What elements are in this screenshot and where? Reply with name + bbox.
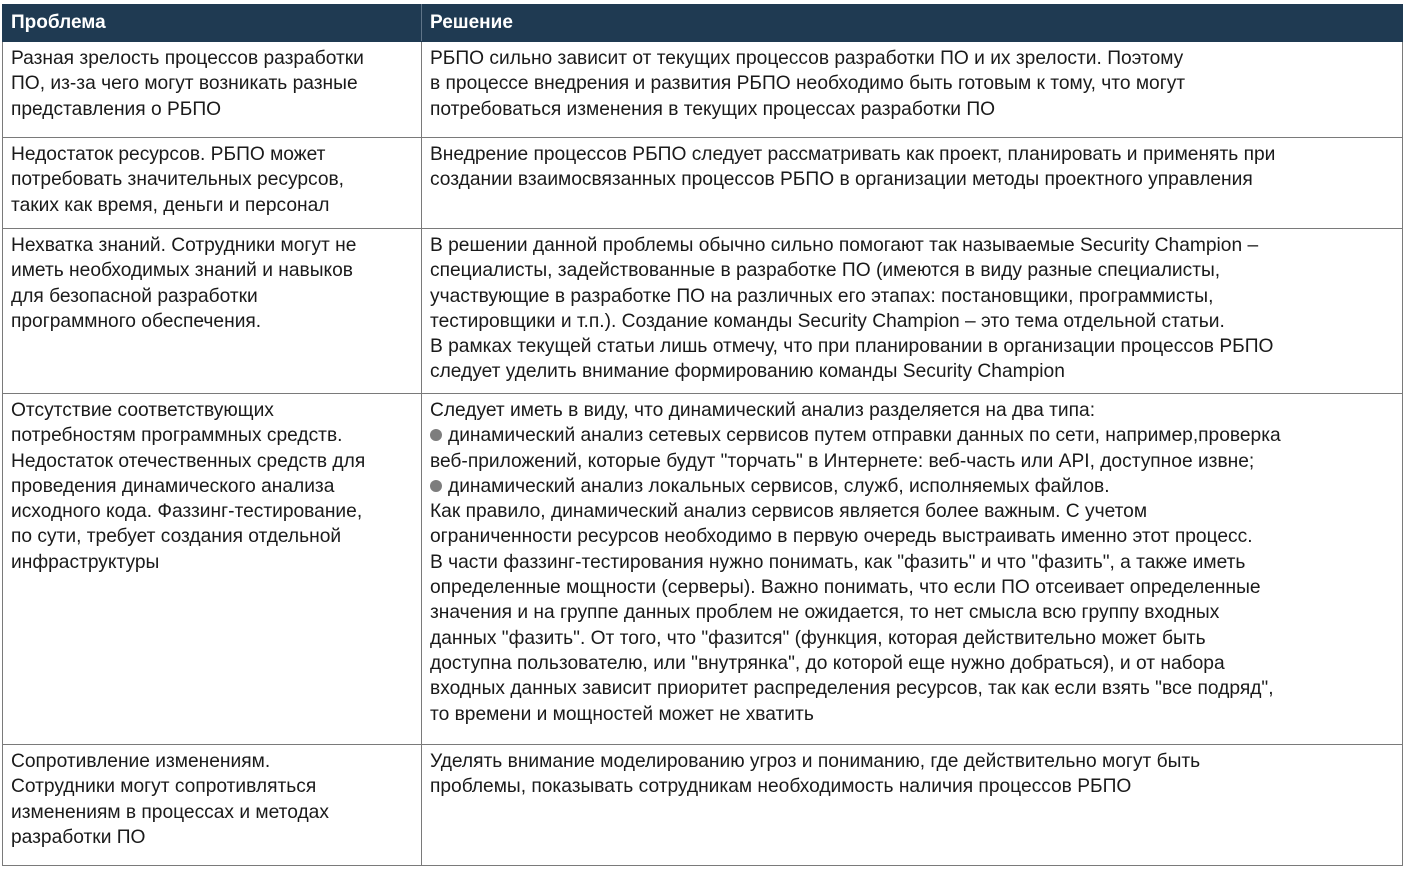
text-line: тестировщики и т.п.). Создание команды Security Champion – это тема отдельной статьи. (430, 310, 1225, 332)
text-line: значения и на группе данных проблем не ожидается, то нет смысла всю группу входных (430, 602, 1220, 624)
problem-cell (3, 138, 422, 229)
solution-cell (422, 394, 1403, 745)
bullet-dot-icon (430, 429, 442, 441)
problem-cell (3, 229, 422, 394)
text-line: данных "фазить". От того, что "фазится" (функция, которая действительно может быть (430, 627, 1206, 649)
text-line: иметь необходимых знаний и навыков (11, 260, 354, 282)
text-line: в процессе внедрения и развития РБПО необходимо быть готовым к тому, что могут (430, 73, 1186, 95)
bullet-item (430, 474, 1398, 499)
text-line: инфраструктуры (11, 551, 160, 573)
text-line: Недостаток отечественных средств для (11, 450, 366, 472)
table-row (3, 745, 1403, 866)
table-row (3, 394, 1403, 745)
text-line: Следует иметь в виду, что динамический анализ разделяется на два типа: (430, 400, 1096, 421)
text-line: программного обеспечения. (11, 310, 262, 332)
text-line: В рамках текущей статьи лишь отмечу, что при планировании в организации процессов РБПО (430, 336, 1274, 358)
table-row (3, 229, 1403, 394)
bullet-dot-icon (430, 480, 442, 492)
text-line: исходного кода. Фаззинг-тестирование, (11, 501, 363, 523)
text-line: проблемы, показывать сотрудникам необходимость наличия процессов РБПО (430, 776, 1132, 798)
text-line: участвующие в разработке ПО на различных его этапах: постановщики, программисты, (430, 285, 1214, 307)
table-row (3, 42, 1403, 138)
text-line: разработки ПО (11, 826, 146, 848)
header-solution: Решение (422, 5, 1403, 42)
text-line: Нехватка знаний. Сотрудники могут не (11, 235, 357, 256)
text-line: входных данных зависит приоритет распределения ресурсов, так как если взять "все подряд", (430, 678, 1274, 700)
text-line: Уделять внимание моделированию угроз и пониманию, где действительно могут быть (430, 751, 1201, 772)
text-line: доступна пользователю, или "внутрянка", до которой еще нужно добраться), и от набора (430, 652, 1225, 674)
text-line: динамический анализ локальных сервисов, служб, исполняемых файлов. (448, 475, 1110, 497)
problems-solutions-table (2, 4, 1403, 866)
text-line: следует уделить внимание формированию команды Security Champion (430, 361, 1065, 383)
text-line: ПО, из-за чего могут возникать разные (11, 73, 358, 95)
text-line: по сути, требует создания отдельной (11, 526, 342, 548)
solution-cell (422, 745, 1403, 866)
problem-cell (3, 745, 422, 866)
text-line: Сопротивление изменениям. (11, 751, 271, 772)
text-line: проведения динамического анализа (11, 475, 335, 497)
text-line: Отсутствие соответствующих (11, 400, 274, 421)
text-line: В части фаззинг-тестирования нужно понимать, как "фазить" и что "фазить", а также иметь (430, 551, 1246, 573)
bullet-item (430, 423, 1398, 448)
solution-cell (422, 229, 1403, 394)
solution-cell (422, 42, 1403, 138)
text-line: В решении данной проблемы обычно сильно помогают так называемые Security Champion – (430, 235, 1259, 256)
text-line: потребовать значительных ресурсов, (11, 169, 345, 191)
text-line: представления о РБПО (11, 98, 222, 120)
table-row (3, 138, 1403, 229)
text-line: потребоваться изменения в текущих процессах разработки ПО (430, 98, 996, 120)
text-line: для безопасной разработки (11, 285, 258, 307)
text-line: Сотрудники могут сопротивляться (11, 776, 317, 798)
text-line: Разная зрелость процессов разработки (11, 48, 364, 69)
text-line: Недостаток ресурсов. РБПО может (11, 144, 326, 165)
text-line: РБПО сильно зависит от текущих процессов разработки ПО и их зрелости. Поэтому (430, 48, 1184, 69)
problem-cell (3, 394, 422, 745)
text-line: создании взаимосвязанных процессов РБПО в организации методы проектного управления (430, 169, 1253, 191)
text-line: Внедрение процессов РБПО следует рассматривать как проект, планировать и применять при (430, 144, 1276, 165)
text-line: динамический анализ сетевых сервисов путем отправки данных по сети, например,проверка (448, 425, 1281, 447)
text-line: изменениям в процессах и методах (11, 801, 329, 823)
text-line: потребностям программных средств. (11, 425, 343, 447)
text-line: веб-приложений, которые будут "торчать" в Интернете: веб-часть или API, доступное извне; (430, 450, 1255, 472)
text-line: определенные мощности (серверы). Важно понимать, что если ПО отсеивает определенные (430, 577, 1261, 599)
text-line: таких как время, деньги и персонал (11, 194, 330, 216)
table-header-row (3, 5, 1403, 42)
solution-cell (422, 138, 1403, 229)
text-line: ограниченности ресурсов необходимо в первую очередь выстраивать именно этот процесс. (430, 526, 1253, 548)
header-problem: Проблема (3, 5, 422, 42)
problem-cell (3, 42, 422, 138)
text-line: специалисты, задействованные в разработке ПО (имеются в виду разные специалисты, (430, 260, 1221, 282)
text-line: Как правило, динамический анализ сервисов является более важным. С учетом (430, 501, 1148, 523)
text-line: то времени и мощностей может не хватить (430, 703, 814, 725)
